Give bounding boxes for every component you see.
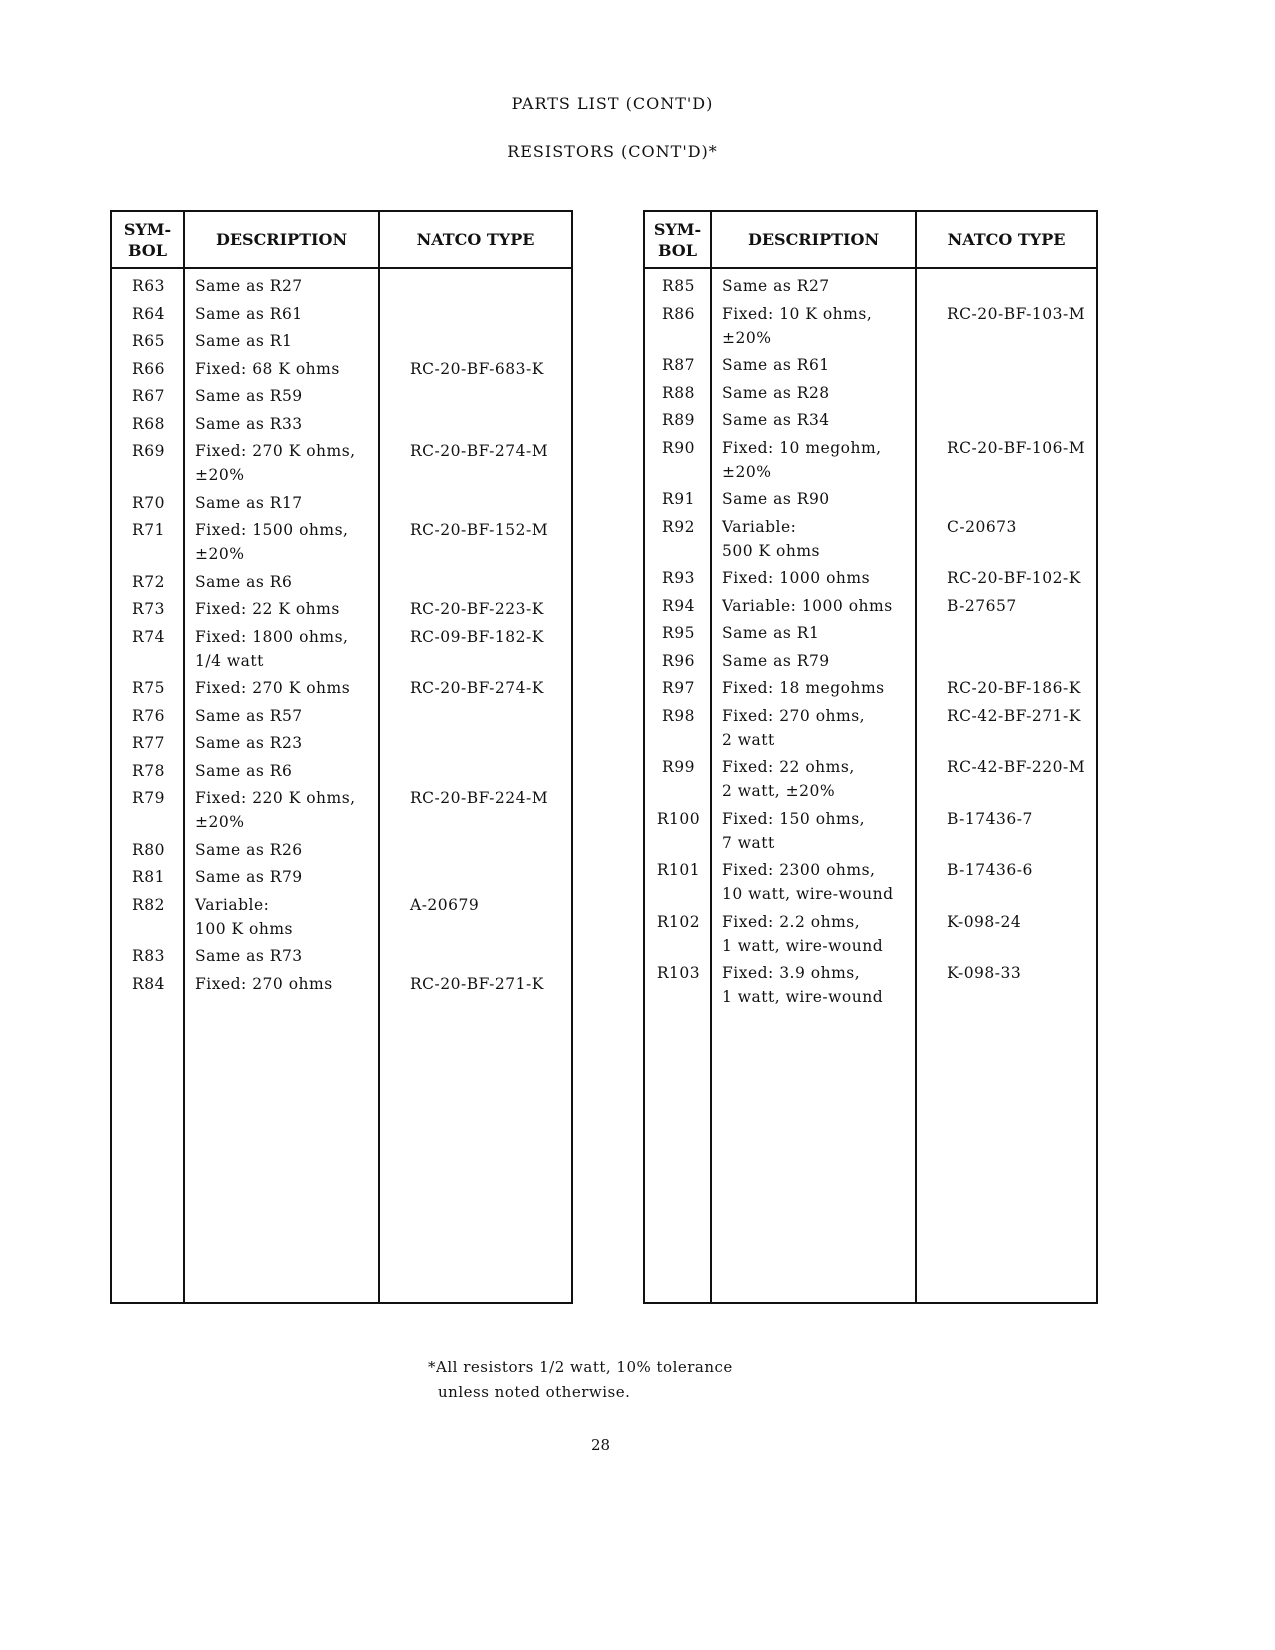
description-line: Same as R26 — [195, 840, 303, 859]
symbol-cell: R80 — [132, 840, 165, 859]
description-line: Fixed: 22 ohms, — [722, 758, 855, 776]
table-row — [112, 625, 571, 673]
symbol-cell: R96 — [662, 651, 695, 670]
description-line: Same as R1 — [722, 624, 820, 642]
symbol-cell: R91 — [662, 490, 695, 508]
description-line: Same as R6 — [195, 572, 293, 591]
symbol-cell: R82 — [132, 895, 165, 914]
natco-type-cell: B-17436-7 — [947, 809, 1033, 828]
natco-type-cell — [917, 487, 1096, 511]
description-cell — [712, 649, 917, 673]
table-row — [645, 302, 1096, 350]
symbol-cell: R95 — [662, 624, 695, 642]
description-line: ±20% — [195, 466, 245, 484]
description-cell — [712, 381, 917, 405]
description-cell — [185, 357, 380, 381]
header-symbol-line: SYM- — [653, 219, 702, 239]
symbol-cell: R94 — [662, 596, 695, 615]
description-line: ±20% — [722, 328, 772, 347]
description-line: 1/4 watt — [195, 651, 264, 670]
natco-type-cell: A-20679 — [410, 895, 480, 914]
table-row — [645, 621, 1096, 645]
description-cell — [712, 274, 917, 298]
symbol-cell: R69 — [132, 442, 165, 460]
table-row — [112, 357, 571, 381]
table-row — [645, 274, 1096, 298]
description-line: 1 watt, wire-wound — [722, 988, 884, 1006]
symbol-cell: R87 — [662, 356, 695, 374]
footnote-line: *All resistors 1/2 watt, 10% tolerance — [428, 1358, 733, 1376]
natco-type-cell: RC-20-BF-102-K — [947, 569, 1081, 587]
table-body — [112, 274, 571, 999]
description-line: Same as R61 — [722, 356, 830, 374]
symbol-cell: R103 — [656, 964, 701, 982]
table-row — [645, 755, 1096, 803]
description-line: Same as R59 — [195, 387, 303, 405]
description-line: Same as R79 — [722, 651, 830, 670]
description-cell — [712, 807, 917, 855]
symbol-cell: R76 — [132, 706, 165, 725]
description-cell — [185, 625, 380, 673]
table-row — [112, 439, 571, 487]
description-cell — [185, 838, 380, 862]
description-cell — [712, 436, 917, 484]
symbol-cell: R86 — [662, 304, 695, 323]
description-cell — [185, 972, 380, 996]
description-line: Fixed: 2.2 ohms, — [722, 912, 861, 931]
header-natco-type: NATCO TYPE — [947, 230, 1066, 249]
description-cell — [185, 274, 380, 298]
natco-type-cell: RC-20-BF-683-K — [410, 359, 544, 378]
natco-type-cell — [917, 408, 1096, 432]
natco-type-cell: RC-20-BF-106-M — [947, 438, 1086, 457]
natco-type-cell — [380, 570, 571, 594]
symbol-cell: R99 — [662, 758, 695, 776]
description-line: Fixed: 1800 ohms, — [195, 627, 349, 646]
table-header — [112, 212, 571, 269]
symbol-cell: R98 — [662, 706, 695, 725]
table-row — [645, 676, 1096, 700]
description-line: 2 watt, ±20% — [722, 782, 836, 800]
description-line: Fixed: 2300 ohms, — [722, 861, 876, 879]
description-line: Fixed: 10 megohm, — [722, 438, 882, 457]
header-natco-type: NATCO TYPE — [416, 230, 535, 249]
description-line: Fixed: 220 K ohms, — [195, 789, 356, 807]
description-cell — [712, 676, 917, 700]
table-row — [112, 865, 571, 889]
table-row — [112, 274, 571, 298]
table-row — [645, 807, 1096, 855]
footnote — [428, 1355, 733, 1405]
description-cell — [185, 412, 380, 436]
description-cell — [712, 408, 917, 432]
table-row — [112, 570, 571, 594]
natco-type-cell — [380, 944, 571, 968]
table-row — [112, 491, 571, 515]
description-line: Same as R90 — [722, 490, 830, 508]
description-cell — [185, 944, 380, 968]
symbol-cell: R83 — [132, 947, 165, 965]
table-row — [112, 384, 571, 408]
header-symbol-line: BOL — [657, 240, 697, 260]
table-row — [112, 944, 571, 968]
description-line: Variable: — [722, 517, 797, 536]
natco-type-cell: B-17436-6 — [947, 861, 1033, 879]
table-row — [112, 704, 571, 728]
description-cell — [185, 518, 380, 566]
description-line: 10 watt, wire-wound — [722, 885, 894, 903]
table-row — [645, 515, 1096, 563]
table-row — [112, 972, 571, 996]
table-row — [645, 566, 1096, 590]
symbol-cell: R79 — [132, 789, 165, 807]
description-cell — [185, 302, 380, 326]
header-symbol-line: SYM- — [123, 219, 172, 239]
header-symbol-line: BOL — [127, 240, 167, 260]
natco-type-cell — [380, 491, 571, 515]
description-cell — [712, 302, 917, 350]
table-row — [112, 597, 571, 621]
description-line: Fixed: 1000 ohms — [722, 569, 871, 587]
symbol-cell: R92 — [662, 517, 695, 536]
natco-type-cell: K-098-33 — [947, 964, 1022, 982]
symbol-cell: R73 — [132, 600, 165, 618]
table-row — [645, 858, 1096, 906]
description-line: Same as R23 — [195, 734, 303, 752]
description-line: Fixed: 22 K ohms — [195, 600, 340, 618]
natco-type-cell — [380, 704, 571, 728]
table-row — [112, 329, 571, 353]
table-row — [645, 704, 1096, 752]
header-description: DESCRIPTION — [185, 212, 380, 267]
natco-type-cell — [917, 274, 1096, 298]
description-cell — [185, 676, 380, 700]
natco-type-cell: RC-09-BF-182-K — [410, 627, 544, 646]
natco-type-cell: RC-20-BF-152-M — [410, 521, 549, 539]
symbol-cell: R81 — [132, 868, 165, 886]
description-line: Variable: 1000 ohms — [722, 596, 893, 615]
description-line: 2 watt — [722, 730, 775, 749]
header-symbol — [645, 212, 712, 267]
table-row — [112, 786, 571, 834]
symbol-cell: R67 — [132, 387, 165, 405]
description-line: ±20% — [722, 462, 772, 481]
table-row — [112, 838, 571, 862]
symbol-cell: R63 — [132, 277, 165, 295]
description-line: Same as R34 — [722, 411, 830, 429]
description-cell — [712, 487, 917, 511]
natco-type-cell — [380, 865, 571, 889]
description-cell — [712, 910, 917, 958]
natco-type-cell: B-27657 — [947, 596, 1017, 615]
natco-type-cell: RC-20-BF-274-M — [410, 442, 549, 460]
section-subtitle: RESISTORS (CONT'D)* — [507, 142, 718, 161]
description-cell — [185, 384, 380, 408]
symbol-cell: R71 — [132, 521, 165, 539]
symbol-cell: R84 — [132, 974, 165, 993]
parts-table-left — [110, 210, 573, 1304]
description-cell — [185, 759, 380, 783]
table-row — [645, 594, 1096, 618]
symbol-cell: R77 — [132, 734, 165, 752]
natco-type-cell — [380, 302, 571, 326]
description-line: Same as R61 — [195, 304, 303, 323]
natco-type-cell — [380, 329, 571, 353]
symbol-cell: R85 — [662, 277, 695, 295]
description-line: ±20% — [195, 545, 245, 563]
table-row — [645, 381, 1096, 405]
table-body — [645, 274, 1096, 1013]
description-line: Fixed: 68 K ohms — [195, 359, 340, 378]
table-row — [112, 676, 571, 700]
parts-table-right — [643, 210, 1098, 1304]
symbol-cell: R102 — [656, 912, 701, 931]
description-line: Fixed: 3.9 ohms, — [722, 964, 861, 982]
page-title: PARTS LIST (CONT'D) — [511, 94, 714, 113]
description-cell — [185, 786, 380, 834]
natco-type-cell: RC-20-BF-224-M — [410, 789, 549, 807]
symbol-cell: R72 — [132, 572, 165, 591]
description-line: Same as R57 — [195, 706, 303, 725]
description-cell — [712, 704, 917, 752]
table-row — [112, 412, 571, 436]
description-cell — [185, 597, 380, 621]
description-line: 7 watt — [722, 833, 775, 852]
natco-type-cell — [917, 649, 1096, 673]
symbol-cell: R88 — [662, 383, 695, 402]
description-line: 100 K ohms — [195, 919, 293, 938]
table-row — [645, 649, 1096, 673]
description-cell — [712, 353, 917, 377]
description-line: Same as R73 — [195, 947, 303, 965]
table-row — [645, 910, 1096, 958]
table-row — [645, 436, 1096, 484]
description-cell — [712, 515, 917, 563]
description-line: Same as R27 — [195, 277, 303, 295]
natco-type-cell: RC-20-BF-274-K — [410, 679, 544, 697]
description-line: Fixed: 150 ohms, — [722, 809, 866, 828]
symbol-cell: R75 — [132, 679, 165, 697]
description-line: Variable: — [195, 895, 270, 914]
description-line: Same as R17 — [195, 493, 303, 512]
symbol-cell: R97 — [662, 679, 695, 697]
description-cell — [712, 961, 917, 1009]
natco-type-cell — [380, 731, 571, 755]
description-line: ±20% — [195, 813, 245, 831]
table-row — [645, 353, 1096, 377]
description-cell — [185, 329, 380, 353]
symbol-cell: R70 — [132, 493, 165, 512]
symbol-cell: R78 — [132, 761, 165, 780]
description-cell — [185, 865, 380, 889]
symbol-cell: R90 — [662, 438, 695, 457]
natco-type-cell: RC-20-BF-186-K — [947, 679, 1081, 697]
description-line: Same as R79 — [195, 868, 303, 886]
natco-type-cell: RC-42-BF-271-K — [947, 706, 1081, 725]
description-cell — [185, 439, 380, 487]
table-row — [112, 731, 571, 755]
natco-type-cell — [380, 838, 571, 862]
natco-type-cell: K-098-24 — [947, 912, 1022, 931]
natco-type-cell — [380, 412, 571, 436]
table-row — [645, 961, 1096, 1009]
natco-type-cell: RC-42-BF-220-M — [947, 758, 1086, 776]
description-line: Fixed: 10 K ohms, — [722, 304, 873, 323]
description-line: Fixed: 270 K ohms, — [195, 442, 356, 460]
symbol-cell: R100 — [656, 809, 701, 828]
symbol-cell: R65 — [132, 332, 165, 350]
description-cell — [712, 566, 917, 590]
description-cell — [185, 491, 380, 515]
table-row — [112, 302, 571, 326]
description-line: Same as R33 — [195, 414, 303, 433]
description-line: Fixed: 1500 ohms, — [195, 521, 349, 539]
page-number: 28 — [591, 1436, 611, 1454]
description-cell — [712, 621, 917, 645]
table-row — [112, 518, 571, 566]
header-description: DESCRIPTION — [712, 212, 917, 267]
symbol-cell: R93 — [662, 569, 695, 587]
natco-type-cell: RC-20-BF-103-M — [947, 304, 1086, 323]
symbol-cell: R74 — [132, 627, 165, 646]
table-row — [112, 759, 571, 783]
table-header — [645, 212, 1096, 269]
description-line: Fixed: 18 megohms — [722, 679, 885, 697]
table-row — [645, 487, 1096, 511]
natco-type-cell: RC-20-BF-223-K — [410, 600, 544, 618]
natco-type-cell — [917, 381, 1096, 405]
natco-type-cell — [380, 384, 571, 408]
description-line: Same as R27 — [722, 277, 830, 295]
description-line: Fixed: 270 K ohms — [195, 679, 351, 697]
description-line: Same as R1 — [195, 332, 293, 350]
table-row — [112, 893, 571, 941]
description-line: 500 K ohms — [722, 541, 820, 560]
natco-type-cell — [917, 353, 1096, 377]
description-line: 1 watt, wire-wound — [722, 936, 884, 955]
description-cell — [185, 570, 380, 594]
symbol-cell: R89 — [662, 411, 695, 429]
description-line: Fixed: 270 ohms, — [722, 706, 866, 725]
natco-type-cell — [917, 621, 1096, 645]
header-symbol — [112, 212, 185, 267]
table-row — [645, 408, 1096, 432]
symbol-cell: R64 — [132, 304, 165, 323]
description-cell — [185, 704, 380, 728]
natco-type-cell — [380, 274, 571, 298]
description-cell — [185, 731, 380, 755]
symbol-cell: R68 — [132, 414, 165, 433]
natco-type-cell: C-20673 — [947, 517, 1017, 536]
footnote-line: unless noted otherwise. — [438, 1383, 631, 1401]
natco-type-cell — [380, 759, 571, 783]
description-cell — [712, 858, 917, 906]
description-line: Same as R6 — [195, 761, 293, 780]
description-line: Same as R28 — [722, 383, 830, 402]
description-line: Fixed: 270 ohms — [195, 974, 333, 993]
description-cell — [185, 893, 380, 941]
description-cell — [712, 594, 917, 618]
description-cell — [712, 755, 917, 803]
symbol-cell: R66 — [132, 359, 165, 378]
symbol-cell: R101 — [656, 861, 701, 879]
natco-type-cell: RC-20-BF-271-K — [410, 974, 544, 993]
